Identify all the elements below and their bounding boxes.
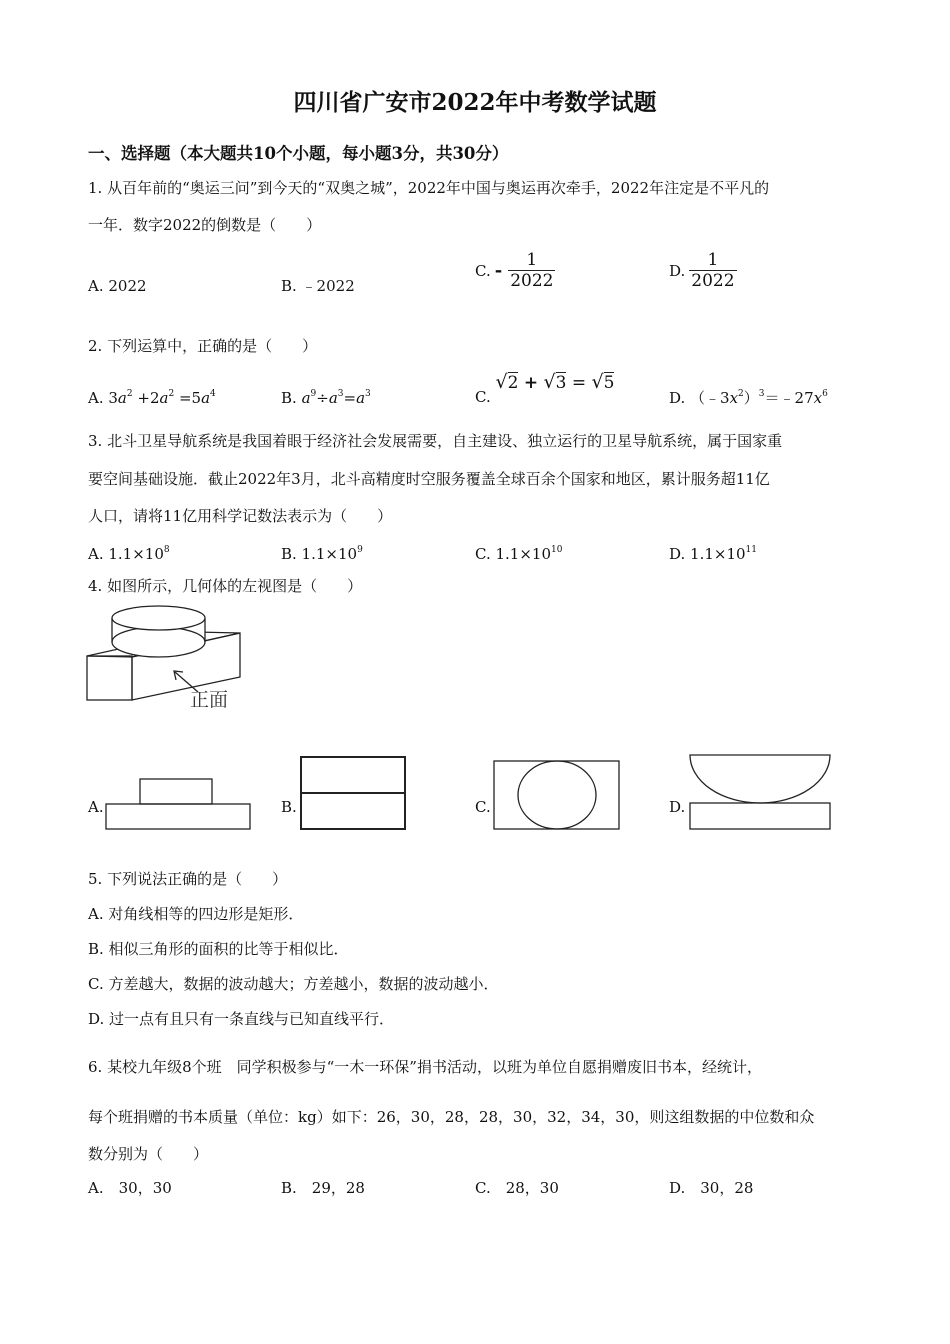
q3-option-d-exponent: 11 [745,545,757,555]
q3-option-a-base: A. 1.1×10 [88,545,164,563]
q3-option-b-base: B. 1.1×10 [281,545,358,563]
q3-option-b-exponent: 9 [357,545,363,555]
q2-option-a-label: A. 3 [88,389,118,407]
q1-option-b: B. ﹣2022 [281,277,355,295]
q2-option-c-equals: = [571,373,587,393]
q4-option-b-label: B. [281,798,297,816]
q1-option-c-label: C. [475,261,491,280]
q1-option-d-denominator: 2022 [691,271,735,291]
q2-option-a: A. $3a^2 +2a^2 =5a^4$ [88,389,216,407]
q2-option-c-radicand-2: 3 [555,373,567,393]
q2-option-d-tail: ＝﹣27 [764,389,814,407]
q1-option-c-denominator: 2022 [510,271,554,291]
q2-option-c-radicand-1: 2 [507,373,519,393]
q2-option-b: B. $a^9\div a^3=a^3$ [281,389,371,407]
q4-option-d-label: D. [669,798,686,816]
q1-stem-line1: 1. 从百年前的“奥运三问”到今天的“双奥之城”，2022年中国与奥运再次牵手，2022年注定是不平凡的 [88,179,770,197]
q3-stem-line1: 3. 北斗卫星导航系统是我国着眼于经济社会发展需要，自主建设、独立运行的卫星导航系统，属于国家重 [88,432,783,450]
q4-option-c-label: C. [475,798,491,816]
q6-stem-line2: 每个班捐赠的书本质量（单位：kg）如下：26，30，28，28，30，32，34，30，则这组数据的中位数和众 [88,1108,815,1126]
q5-option-a: A. 对角线相等的四边形是矩形． [88,905,304,923]
q6-option-a: A. 30，30 [88,1179,172,1197]
q6-stem-line3: 数分别为（ ） [88,1145,209,1163]
q3-option-c-exponent: 10 [551,545,563,555]
q2-option-c-expression: √2 + √3 = √5 [495,371,615,393]
q6-option-d: D. 30，28 [669,1179,754,1197]
q6-option-b: B. 29，28 [281,1179,365,1197]
q2-option-d-label: D. （﹣3 [669,389,730,407]
q1-option-d-label: D. [669,261,686,280]
q4-front-label: 正面 [190,689,229,711]
q2-option-c-label: C. [475,388,491,406]
q2-stem: 2. 下列运算中，正确的是（ ） [88,337,318,355]
q5-option-d: D. 过一点有且只有一条直线与已知直线平行． [88,1010,395,1028]
q3-stem-line3: 人口，请将11亿用科学记数法表示为（ ） [88,507,393,525]
q3-stem-line2: 要空间基础设施．截止2022年3月，北斗高精度时空服务覆盖全球百余个国家和地区，累计服务超11亿 [88,470,770,488]
q5-option-c: C. 方差越大，数据的波动越大；方差越小，数据的波动越小． [88,975,499,993]
q4-stem: 4. 如图所示，几何体的左视图是（ ） [88,577,363,595]
q3-option-a-exponent: 8 [163,545,170,555]
q1-option-a: A. 2022 [88,277,147,295]
q2-option-c-radicand-3: 5 [603,373,615,393]
q2-option-c-plus: + [523,373,539,393]
q2-option-d: D. $(﹣3x^2)^3=﹣27x^6$ [669,389,828,407]
q1-stem-line2: 一年．数字2022的倒数是（ ） [88,216,322,234]
section-heading: 一、选择题（本大题共10个小题，每小题3分，共30分） [88,144,509,163]
q6-option-c: C. 28，30 [475,1179,559,1197]
q1-option-c-sign: - [494,259,503,281]
page-title: 四川省广安市2022年中考数学试题 [293,89,657,116]
q4-option-a-label: A. [88,798,104,816]
q5-option-b: B. 相似三角形的面积的比等于相似比． [88,940,349,958]
q5-stem: 5. 下列说法正确的是（ ） [88,870,288,888]
q3-option-d-base: D. 1.1×10 [669,545,746,563]
q1-option-c-numerator: 1 [526,250,538,270]
q1-option-d-numerator: 1 [707,250,719,270]
q2-option-b-label: B. [281,389,302,407]
q6-stem-line1: 6. 某校九年级8个班 同学积极参与“一木一环保”捐书活动，以班为单位自愿捐赠废旧书本，经统计， [88,1058,762,1076]
q3-option-c-base: C. 1.1×10 [475,545,551,563]
